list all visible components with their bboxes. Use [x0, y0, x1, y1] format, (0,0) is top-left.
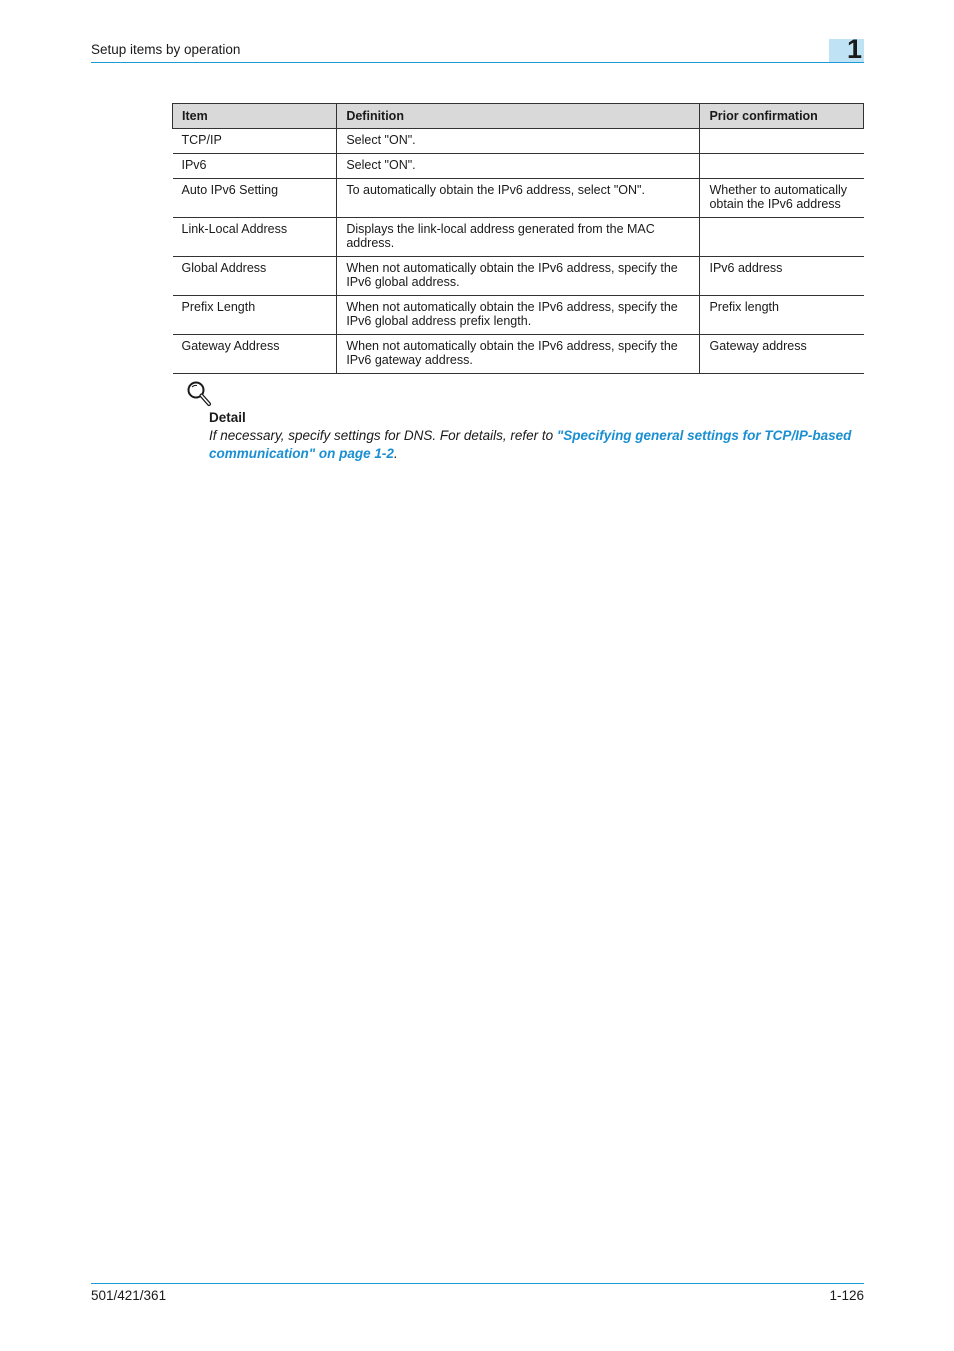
detail-text-after: .: [393, 446, 398, 461]
page-number: 1-126: [829, 1288, 864, 1303]
definition-cell: When not automatically obtain the IPv6 address, specify the IPv6 global address prefix length.: [337, 296, 700, 335]
section-title: Setup items by operation: [91, 42, 241, 57]
item-cell: Global Address: [173, 257, 337, 296]
table-row: [173, 218, 864, 257]
prior-cell: [700, 218, 864, 257]
definition-cell: When not automatically obtain the IPv6 address, specify the IPv6 gateway address.: [337, 335, 700, 374]
prior-cell: [700, 129, 864, 154]
table-row: [173, 129, 864, 154]
prior-cell: Whether to automatically obtain the IPv6 address: [700, 179, 864, 218]
table-row: [173, 257, 864, 296]
definition-cell: Displays the link-local address generated from the MAC address.: [337, 218, 700, 257]
detail-label: Detail: [209, 410, 246, 425]
definition-cell: To automatically obtain the IPv6 address, select "ON".: [337, 179, 700, 218]
item-cell: IPv6: [173, 154, 337, 179]
detail-text-before: If necessary, specify settings for DNS. For details, refer to: [209, 428, 557, 443]
table-row: [173, 154, 864, 179]
definition-cell: When not automatically obtain the IPv6 address, specify the IPv6 global address.: [337, 257, 700, 296]
prior-cell: [700, 154, 864, 179]
prior-cell: Gateway address: [700, 335, 864, 374]
cross-reference-link[interactable]: "Specifying general settings for TCP/IP-based communication" on page 1-2: [209, 428, 852, 461]
settings-table: [172, 103, 864, 374]
prior-cell: IPv6 address: [700, 257, 864, 296]
column-header-prior-confirmation: Prior confirmation: [700, 104, 864, 129]
table-row: [173, 335, 864, 374]
footer-divider: [91, 1283, 864, 1284]
item-cell: Link-Local Address: [173, 218, 337, 257]
item-cell: Auto IPv6 Setting: [173, 179, 337, 218]
item-cell: TCP/IP: [173, 129, 337, 154]
prior-cell: Prefix length: [700, 296, 864, 335]
item-cell: Prefix Length: [173, 296, 337, 335]
table-header-row: [173, 104, 864, 129]
magnifier-icon: [186, 380, 212, 408]
definition-cell: Select "ON".: [337, 154, 700, 179]
definition-cell: Select "ON".: [337, 129, 700, 154]
detail-text: [209, 427, 864, 463]
table-row: [173, 296, 864, 335]
column-header-definition: Definition: [337, 104, 700, 129]
table-row: [173, 179, 864, 218]
header-divider: [91, 62, 864, 63]
model-number: 501/421/361: [91, 1288, 167, 1303]
column-header-item: Item: [173, 104, 337, 129]
chapter-tab: [829, 34, 864, 64]
item-cell: Gateway Address: [173, 335, 337, 374]
chapter-number: 1: [846, 34, 862, 64]
